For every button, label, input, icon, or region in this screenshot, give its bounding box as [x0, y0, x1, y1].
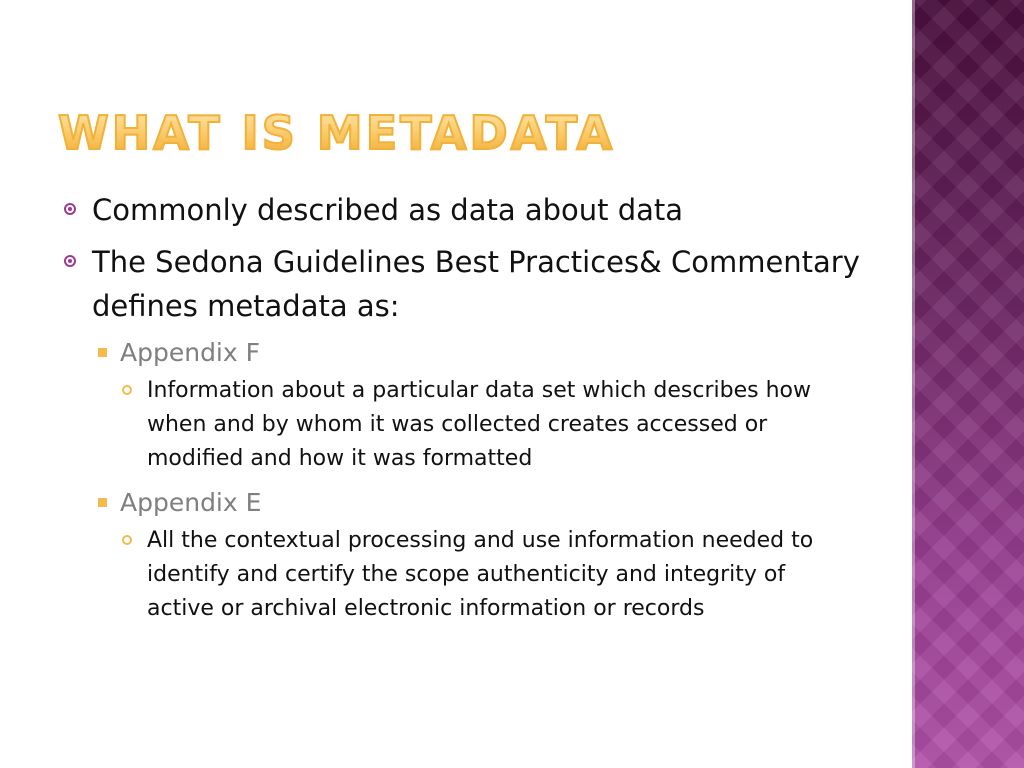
circle-bullet-icon	[64, 255, 76, 267]
bullet-text: Commonly described as data about data	[92, 193, 684, 227]
ring-bullet-icon	[122, 535, 132, 545]
sub-bullet-item	[62, 486, 882, 520]
decorative-side-band	[912, 0, 1024, 768]
square-bullet-icon	[98, 348, 107, 357]
slide-content	[62, 188, 882, 636]
sub-bullet-heading: Appendix F	[120, 338, 261, 367]
detail-item	[62, 524, 847, 626]
square-bullet-icon	[98, 498, 107, 507]
slide-title: WHAT IS METADATA	[58, 106, 616, 160]
bullet-item	[62, 240, 882, 328]
ring-bullet-icon	[122, 385, 132, 395]
bullet-text: The Sedona Guidelines Best Practices& Commentary defines metadata as:	[92, 245, 860, 323]
detail-text: All the contextual processing and use information needed to identify and certify the scope authenticity and integrity of active or archival electronic information or records	[147, 528, 814, 621]
sub-bullet-heading: Appendix E	[120, 488, 262, 517]
detail-text: Information about a particular data set which describes how when and by whom it was collected creates accessed or modified and how it was formatted	[147, 378, 811, 471]
circle-bullet-icon	[64, 203, 76, 215]
bullet-item	[62, 188, 882, 232]
detail-item	[62, 374, 847, 476]
sub-bullet-item	[62, 336, 882, 370]
